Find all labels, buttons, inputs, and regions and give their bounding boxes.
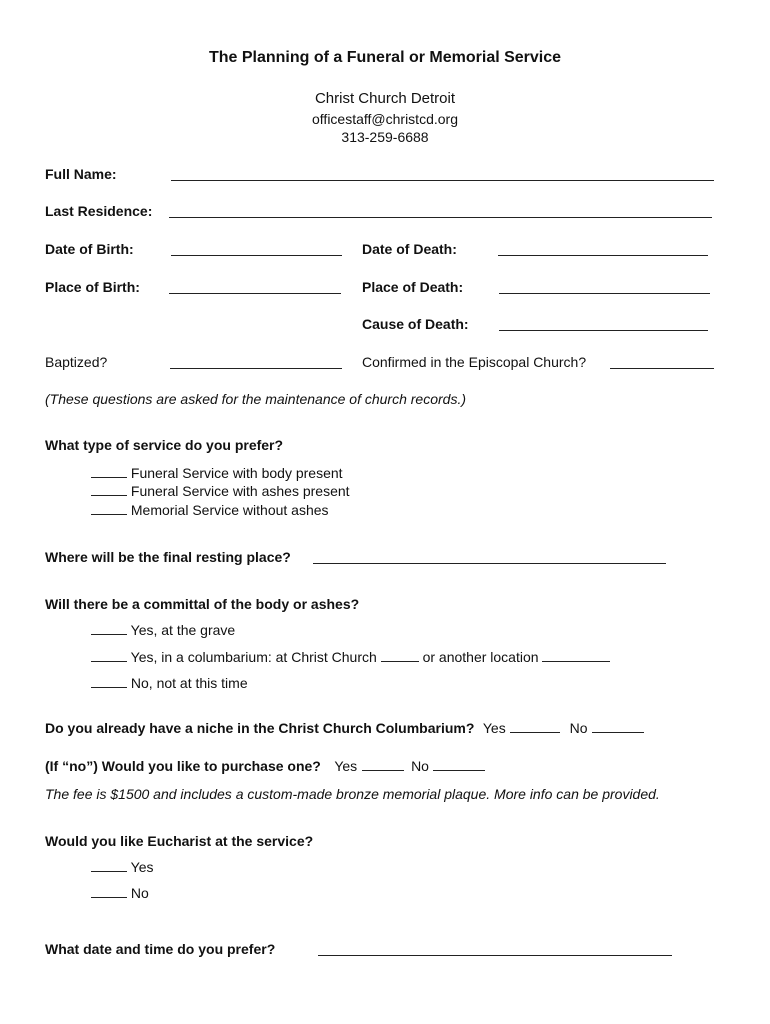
resting-place-field[interactable] bbox=[313, 563, 666, 564]
purchase-yes-label: Yes bbox=[334, 758, 358, 774]
place-of-birth-field[interactable] bbox=[169, 293, 341, 294]
service-option-ashes-blank[interactable] bbox=[91, 483, 127, 496]
full-name-field[interactable] bbox=[171, 180, 714, 181]
fee-note: The fee is $1500 and includes a custom-made bronze memorial plaque. More info can be provided. bbox=[45, 786, 660, 802]
eucharist-no-label: No bbox=[130, 885, 149, 901]
page-title: The Planning of a Funeral or Memorial Service bbox=[208, 49, 562, 66]
eucharist-question: Would you like Eucharist at the service? bbox=[45, 833, 314, 849]
eucharist-option-yes[interactable] bbox=[91, 859, 153, 875]
church-email: officestaff@christcd.org bbox=[312, 111, 458, 127]
place-of-death-label: Place of Death: bbox=[362, 279, 464, 295]
purchase-question: (If “no”) Would you like to purchase one? bbox=[45, 758, 321, 774]
purchase-no-blank[interactable] bbox=[433, 758, 485, 771]
service-option-body-label: Funeral Service with body present bbox=[130, 465, 343, 481]
niche-yes-blank[interactable] bbox=[510, 720, 560, 733]
committal-option-grave[interactable] bbox=[91, 622, 235, 638]
date-of-death-field[interactable] bbox=[498, 255, 708, 256]
committal-other-location-blank[interactable] bbox=[542, 649, 610, 662]
place-of-death-field[interactable] bbox=[499, 293, 710, 294]
committal-not-now-label: No, not at this time bbox=[130, 675, 248, 691]
records-note: (These questions are asked for the maintenance of church records.) bbox=[45, 391, 466, 407]
cause-of-death-field[interactable] bbox=[499, 330, 708, 331]
church-name: Christ Church Detroit bbox=[314, 90, 456, 107]
service-option-memorial-label: Memorial Service without ashes bbox=[130, 502, 329, 518]
place-of-birth-label: Place of Birth: bbox=[45, 279, 140, 295]
date-of-birth-field[interactable] bbox=[171, 255, 342, 256]
service-option-memorial-blank[interactable] bbox=[91, 502, 127, 515]
service-option-ashes[interactable] bbox=[91, 483, 350, 499]
service-type-question: What type of service do you prefer? bbox=[45, 437, 284, 453]
service-option-memorial[interactable] bbox=[91, 502, 329, 518]
committal-columbarium-blank[interactable] bbox=[91, 649, 127, 662]
eucharist-option-no[interactable] bbox=[91, 885, 149, 901]
service-option-ashes-label: Funeral Service with ashes present bbox=[130, 483, 350, 499]
church-phone: 313-259-6688 bbox=[341, 129, 429, 145]
last-residence-label: Last Residence: bbox=[45, 203, 153, 219]
date-of-birth-label: Date of Birth: bbox=[45, 241, 134, 257]
date-of-death-label: Date of Death: bbox=[362, 241, 457, 257]
niche-yes-label: Yes bbox=[482, 720, 506, 736]
resting-place-question: Where will be the final resting place? bbox=[45, 549, 291, 565]
committal-grave-blank[interactable] bbox=[91, 622, 127, 635]
date-time-question: What date and time do you prefer? bbox=[45, 941, 276, 957]
committal-christ-church-blank[interactable] bbox=[381, 649, 419, 662]
committal-option-columbarium[interactable] bbox=[91, 649, 610, 665]
service-option-body-blank[interactable] bbox=[91, 465, 127, 478]
niche-question: Do you already have a niche in the Christ Church Columbarium? bbox=[45, 720, 475, 736]
purchase-row bbox=[45, 758, 485, 776]
niche-row bbox=[45, 720, 644, 738]
baptized-label: Baptized? bbox=[45, 354, 108, 370]
committal-other-location-label: or another location bbox=[422, 649, 539, 665]
purchase-no-label: No bbox=[411, 758, 429, 774]
committal-grave-label: Yes, at the grave bbox=[130, 622, 236, 638]
eucharist-no-blank[interactable] bbox=[91, 885, 127, 898]
last-residence-field[interactable] bbox=[169, 217, 712, 218]
full-name-label: Full Name: bbox=[45, 166, 117, 182]
confirmed-label: Confirmed in the Episcopal Church? bbox=[362, 354, 587, 370]
niche-no-blank[interactable] bbox=[592, 720, 644, 733]
cause-of-death-label: Cause of Death: bbox=[362, 316, 469, 332]
date-time-field[interactable] bbox=[318, 955, 672, 956]
committal-option-not-now[interactable] bbox=[91, 675, 248, 691]
service-option-body[interactable] bbox=[91, 465, 343, 481]
committal-question: Will there be a committal of the body or ashes? bbox=[45, 596, 360, 612]
purchase-yes-blank[interactable] bbox=[362, 758, 404, 771]
baptized-field[interactable] bbox=[170, 368, 342, 369]
niche-no-label: No bbox=[569, 720, 588, 736]
committal-columbarium-label: Yes, in a columbarium: at Christ Church bbox=[130, 649, 377, 665]
committal-not-now-blank[interactable] bbox=[91, 675, 127, 688]
eucharist-yes-label: Yes bbox=[130, 859, 154, 875]
confirmed-field[interactable] bbox=[610, 368, 714, 369]
eucharist-yes-blank[interactable] bbox=[91, 859, 127, 872]
